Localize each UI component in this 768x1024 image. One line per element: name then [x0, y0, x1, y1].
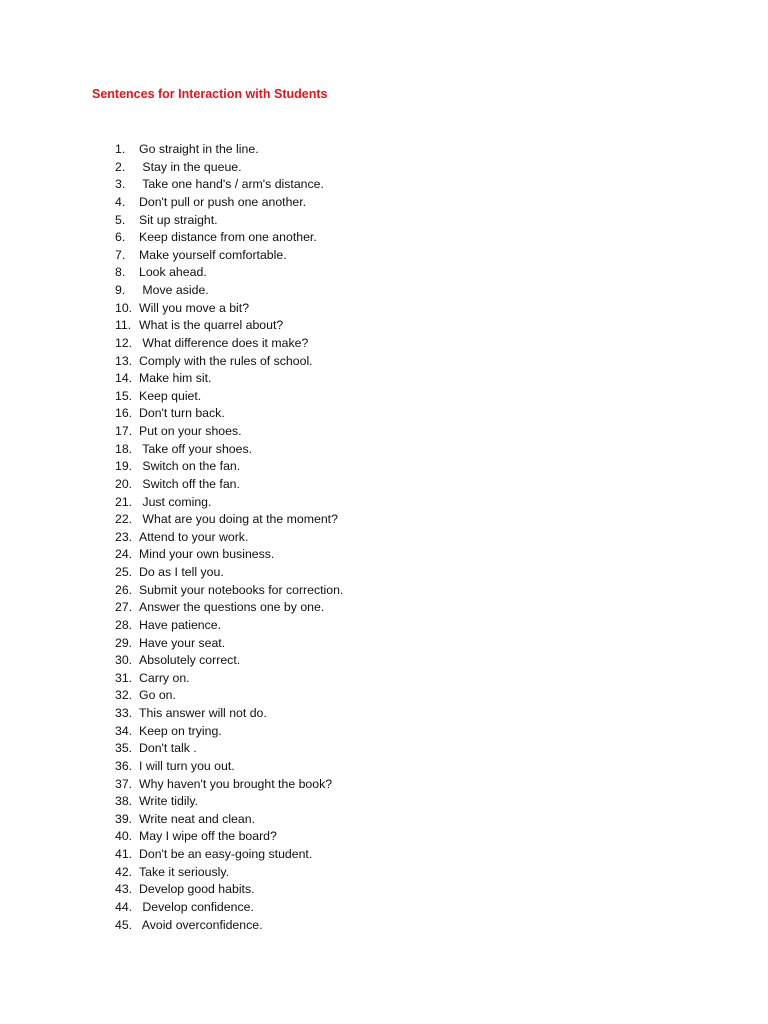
list-item: [115, 247, 343, 265]
list-item-text: Develop confidence.: [139, 899, 254, 914]
list-item-number: 41.: [115, 847, 133, 861]
list-item: [115, 388, 343, 406]
list-item-text: Just coming.: [139, 494, 212, 509]
list-item: [115, 670, 343, 688]
list-item: [115, 194, 343, 212]
list-item-text: Sit up straight.: [139, 212, 218, 227]
list-item-number: 8.: [115, 265, 126, 280]
list-item: [115, 441, 343, 459]
list-item-text: Develop good habits.: [139, 882, 255, 897]
list-item-number: 15.: [115, 388, 133, 403]
list-item-number: 24.: [115, 547, 133, 562]
list-item: [115, 229, 343, 247]
list-item-text: Switch on the fan.: [139, 459, 241, 474]
list-item-text: Avoid overconfidence.: [139, 917, 263, 932]
list-item-text: Submit your notebooks for correction.: [139, 582, 344, 597]
list-item-number: 7.: [115, 247, 126, 262]
list-item: [115, 723, 343, 741]
list-item-text: Comply with the rules of school.: [139, 353, 313, 368]
list-item: [115, 300, 343, 318]
list-item: [115, 828, 343, 846]
list-item: [115, 264, 343, 282]
list-item-number: 23.: [115, 529, 133, 544]
list-item-text: Switch off the fan.: [139, 476, 240, 491]
list-item-number: 20.: [115, 476, 133, 491]
list-item: [115, 405, 343, 423]
list-item: [115, 529, 343, 547]
list-item-number: 37.: [115, 776, 133, 791]
list-item-text: Answer the questions one by one.: [139, 600, 325, 615]
list-item: [115, 758, 343, 776]
list-item-number: 19.: [115, 459, 133, 474]
list-item-number: 40.: [115, 829, 133, 844]
list-item-text: Look ahead.: [139, 265, 207, 280]
list-item-text: Have patience.: [139, 617, 222, 632]
list-item-text: Why haven't you brought the book?: [139, 776, 333, 791]
list-item-number: 39.: [115, 811, 133, 826]
list-item-text: Keep on trying.: [139, 723, 222, 738]
list-item-number: 31.: [115, 670, 133, 685]
list-item-text: What difference does it make?: [139, 335, 309, 350]
list-item: [115, 494, 343, 512]
list-item-number: 21.: [115, 494, 133, 509]
list-item: [115, 353, 343, 371]
list-item-text: Don't be an easy-going student.: [139, 847, 313, 861]
list-item: [115, 917, 343, 935]
list-item-number: 6.: [115, 230, 126, 245]
list-item: [115, 635, 343, 653]
list-item-number: 5.: [115, 212, 126, 227]
list-item-text: Put on your shoes.: [139, 424, 242, 438]
list-item-text: What is the quarrel about?: [139, 318, 284, 333]
list-item-text: Don't pull or push one another.: [139, 194, 307, 209]
list-item-text: I will turn you out.: [139, 758, 235, 773]
list-item-text: Go on.: [139, 688, 176, 703]
list-item: [115, 740, 343, 758]
list-item-text: Write neat and clean.: [139, 811, 255, 826]
list-item-number: 25.: [115, 565, 133, 579]
list-item-text: Take off your shoes.: [139, 441, 253, 456]
list-item-number: 42.: [115, 864, 133, 879]
list-item-number: 35.: [115, 741, 133, 756]
list-item-number: 44.: [115, 899, 133, 914]
list-item: [115, 599, 343, 617]
list-item: [115, 776, 343, 794]
list-item-text: Have your seat.: [139, 635, 226, 650]
list-item: [115, 652, 343, 670]
list-item-text: Don't talk .: [139, 741, 197, 756]
list-item-number: 33.: [115, 706, 133, 720]
list-item-number: 29.: [115, 635, 133, 650]
list-item-text: Mind your own business.: [139, 547, 275, 562]
list-item-number: 2.: [115, 159, 126, 174]
list-item-text: Take one hand's / arm's distance.: [139, 177, 324, 192]
list-item-number: 13.: [115, 353, 133, 368]
list-item: [115, 617, 343, 635]
list-item-text: Absolutely correct.: [139, 653, 241, 668]
list-item: [115, 899, 343, 917]
list-item: [115, 176, 343, 194]
list-item-number: 1.: [115, 142, 126, 156]
list-item-number: 22.: [115, 512, 133, 527]
list-item-number: 38.: [115, 794, 133, 809]
list-item: [115, 212, 343, 230]
list-item: [115, 141, 343, 159]
list-item-number: 28.: [115, 617, 133, 632]
list-item-number: 16.: [115, 406, 133, 421]
list-item: [115, 458, 343, 476]
list-item-text: Make yourself comfortable.: [139, 247, 287, 262]
list-item-number: 17.: [115, 424, 133, 438]
list-item-number: 36.: [115, 758, 133, 773]
list-item-number: 45.: [115, 917, 133, 932]
sentence-list: [115, 141, 343, 934]
list-item-number: 3.: [115, 177, 126, 192]
list-item-text: Carry on.: [139, 670, 190, 685]
list-item-number: 12.: [115, 335, 133, 350]
list-item-number: 18.: [115, 441, 133, 456]
list-item-number: 26.: [115, 582, 133, 597]
list-item: [115, 317, 343, 335]
list-item: [115, 705, 343, 723]
list-item: [115, 370, 343, 388]
list-item: [115, 564, 343, 582]
list-item: [115, 811, 343, 829]
list-item-text: Go straight in the line.: [139, 142, 259, 156]
list-item-text: Stay in the queue.: [139, 159, 242, 174]
list-item-text: Move aside.: [139, 283, 209, 297]
list-item-number: 43.: [115, 882, 133, 897]
list-item-text: Write tidily.: [139, 794, 198, 809]
list-item-number: 32.: [115, 688, 133, 703]
list-item-text: Take it seriously.: [139, 864, 229, 879]
list-item-text: May I wipe off the board?: [139, 829, 277, 844]
list-item-number: 27.: [115, 600, 133, 615]
list-item: [115, 423, 343, 441]
list-item-text: Will you move a bit?: [139, 300, 250, 315]
list-item-text: This answer will not do.: [139, 706, 267, 720]
list-item-text: Do as I tell you.: [139, 565, 224, 579]
list-item-number: 11.: [115, 318, 132, 333]
list-item-number: 10.: [115, 300, 133, 315]
list-item: [115, 846, 343, 864]
list-item-text: Keep distance from one another.: [139, 230, 317, 245]
list-item-text: Make him sit.: [139, 371, 212, 386]
list-item-number: 30.: [115, 653, 133, 668]
list-item: [115, 282, 343, 300]
list-item-text: Don't turn back.: [139, 406, 225, 421]
list-item-text: What are you doing at the moment?: [139, 512, 338, 527]
list-item-text: Keep quiet.: [139, 388, 202, 403]
list-item: [115, 864, 343, 882]
list-item-number: 9.: [115, 283, 126, 297]
list-item: [115, 546, 343, 564]
list-item: [115, 793, 343, 811]
list-item-number: 14.: [115, 371, 133, 386]
list-item-text: Attend to your work.: [139, 529, 249, 544]
list-item: [115, 511, 343, 529]
list-item: [115, 159, 343, 177]
list-item: [115, 687, 343, 705]
list-item: [115, 335, 343, 353]
document-title: Sentences for Interaction with Students: [92, 87, 328, 101]
list-item: [115, 582, 343, 600]
list-item-number: 34.: [115, 723, 133, 738]
list-item: [115, 881, 343, 899]
list-item-number: 4.: [115, 194, 126, 209]
list-item: [115, 476, 343, 494]
